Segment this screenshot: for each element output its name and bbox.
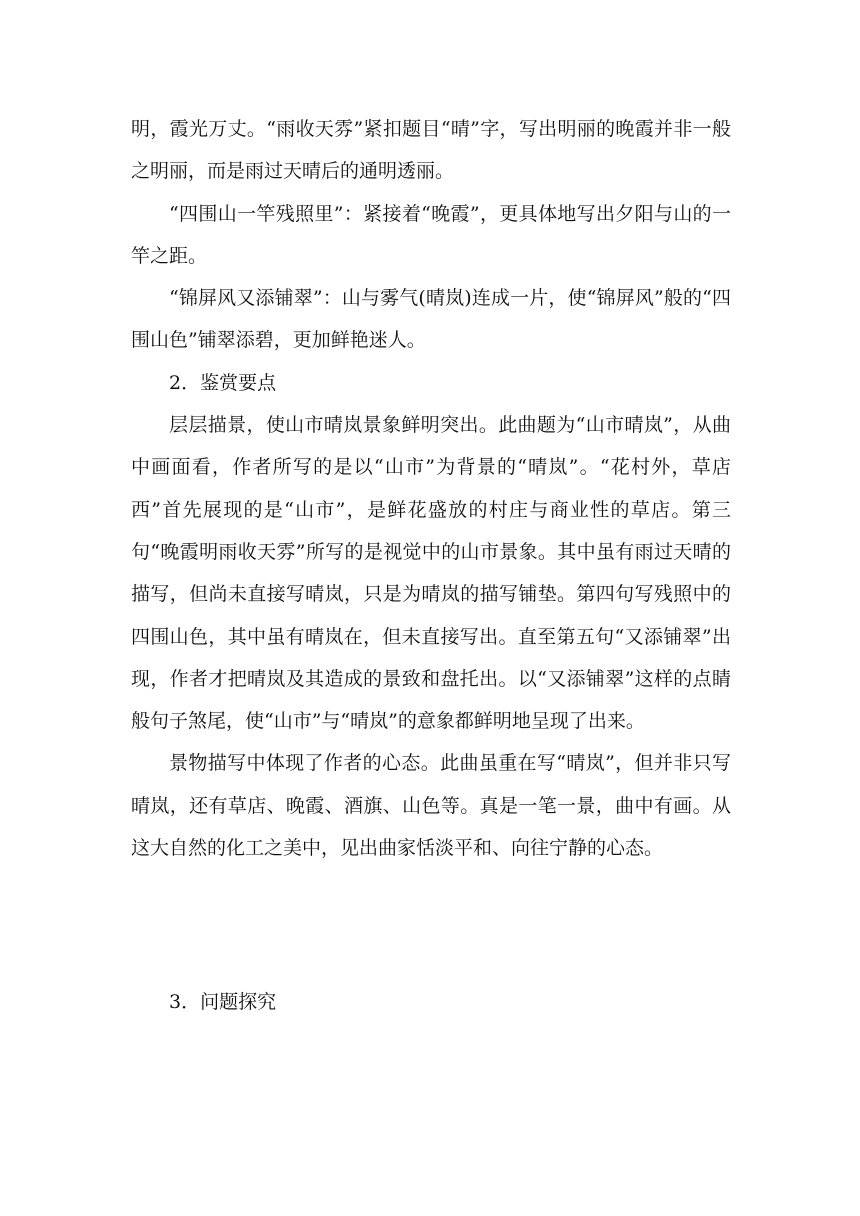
paragraph-siwei: “四围山一竿残照里”：紧接着“晚霞”，更具体地写出夕阳与山的一竿之距。 (131, 202, 731, 267)
section-heading-inquiry: 3．问题探究 (169, 991, 277, 1014)
paragraph-layered-description: 层层描景，使山市晴岚景象鲜明突出。此曲题为“山市晴岚”，从曲中画面看，作者所写的是以“山市”为背景的“晴岚”。“花村外，草店西”首先展现的是“山市”，是鲜花盛放的村庄与商业性的草店。第三句“晚霞明雨收天雰”所写的是视觉中的山市景象。其中虽有雨过天晴的描写，但尚未直接写晴岚，只是为晴岚的描写铺垫。第四句写残照中的四围山色，其中虽有晴岚在，但未直接写出。直至第五句“又添铺翠”出现，作者才把晴岚及其造成的景致和盘托出。以“又添铺翠”这样的点睛般句子煞尾，使“山市”与“晴岚”的意象都鲜明地呈现了出来。 (131, 414, 731, 733)
paragraph-jinpingfeng: “锦屏风又添铺翠”：山与雾气(晴岚)连成一片，使“锦屏风”般的“四围山色”铺翠添碧，更加鲜艳迷人。 (131, 287, 731, 352)
paragraph-author-mindset: 景物描写中体现了作者的心态。此曲虽重在写“晴岚”，但并非只写晴岚，还有草店、晚霞、酒旗、山色等。真是一笔一景，曲中有画。从这大自然的化工之美中，见出曲家恬淡平和、向往宁静的心态。 (131, 752, 731, 860)
blank-space (131, 869, 731, 981)
document-body (131, 108, 731, 1024)
paragraph-continuation: 明，霞光万丈。“雨收天雰”紧扣题目“晴”字，写出明丽的晚霞并非一般之明丽，而是雨过天晴后的通明透丽。 (131, 118, 731, 183)
section-heading-appreciation: 2．鉴赏要点 (169, 371, 277, 394)
